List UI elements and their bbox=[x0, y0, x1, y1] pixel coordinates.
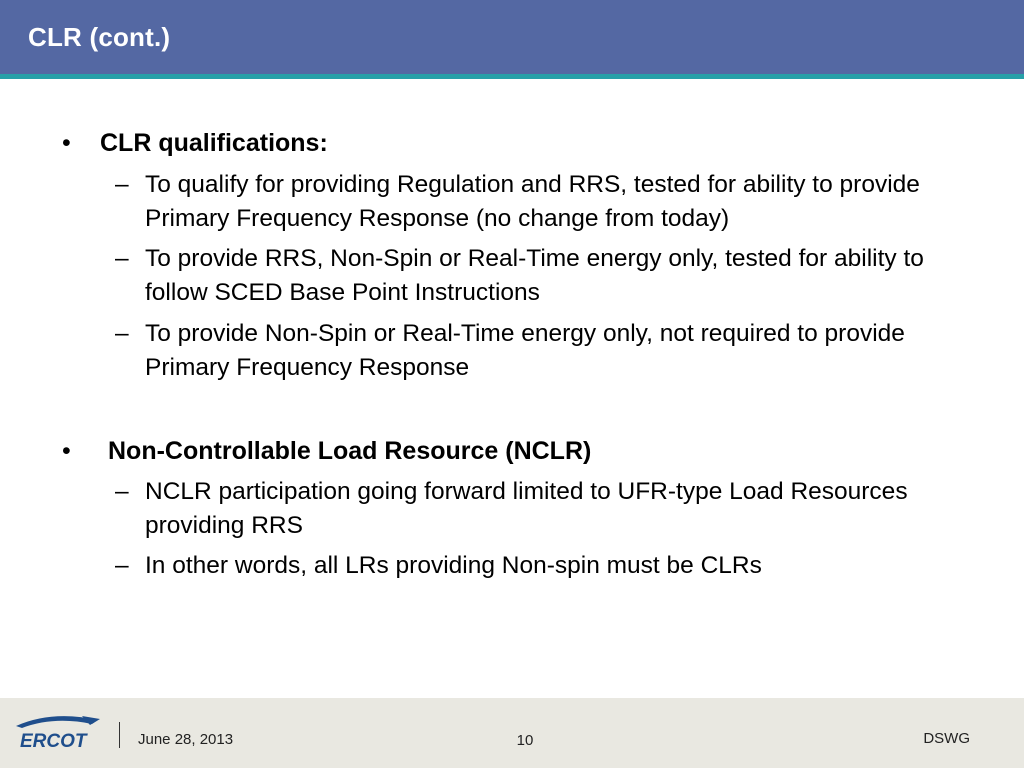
sub-bullet bbox=[115, 168, 955, 236]
ercot-logo-icon bbox=[12, 708, 104, 752]
dash-marker: – bbox=[115, 245, 129, 272]
sub-bullet-text: In other words, all LRs providing Non-spin must be CLRs bbox=[145, 552, 762, 579]
title-accent-stripe bbox=[0, 74, 1024, 79]
bullet-heading: CLR qualifications: bbox=[100, 129, 328, 157]
dash-marker: – bbox=[115, 171, 129, 198]
sub-bullet bbox=[115, 475, 955, 543]
title-bar bbox=[0, 0, 1024, 74]
sub-bullet bbox=[115, 317, 955, 385]
footer-org: DSWG bbox=[923, 730, 970, 747]
footer-date: June 28, 2013 bbox=[138, 731, 234, 748]
slide-footer bbox=[0, 698, 1024, 768]
dash-marker: – bbox=[115, 552, 129, 579]
bullet-clr-qualifications bbox=[62, 126, 328, 160]
bullet-marker: • bbox=[62, 437, 71, 465]
bullet-heading: Non-Controllable Load Resource (NCLR) bbox=[108, 437, 592, 465]
sub-bullet-text: To provide RRS, Non-Spin or Real-Time energy only, tested for ability to follow SCED Base Point Instructions bbox=[145, 245, 924, 306]
bullet-marker: • bbox=[62, 129, 71, 157]
sub-bullet bbox=[115, 242, 955, 310]
page-number: 10 bbox=[516, 732, 534, 749]
sub-bullet-text: To qualify for providing Regulation and RRS, tested for ability to provide Primary Frequency Response (no change from today) bbox=[145, 171, 920, 232]
sub-bullet bbox=[115, 549, 955, 583]
slide-title: CLR (cont.) bbox=[28, 22, 171, 52]
dash-marker: – bbox=[115, 320, 129, 347]
sub-bullet-text: To provide Non-Spin or Real-Time energy only, not required to provide Primary Frequency Response bbox=[145, 320, 905, 381]
logo-text: ERCOT bbox=[20, 731, 87, 752]
sub-bullet-text: NCLR participation going forward limited to UFR-type Load Resources providing RRS bbox=[145, 478, 908, 539]
footer-divider bbox=[119, 722, 120, 748]
bullet-nclr bbox=[62, 434, 591, 468]
dash-marker: – bbox=[115, 478, 129, 505]
